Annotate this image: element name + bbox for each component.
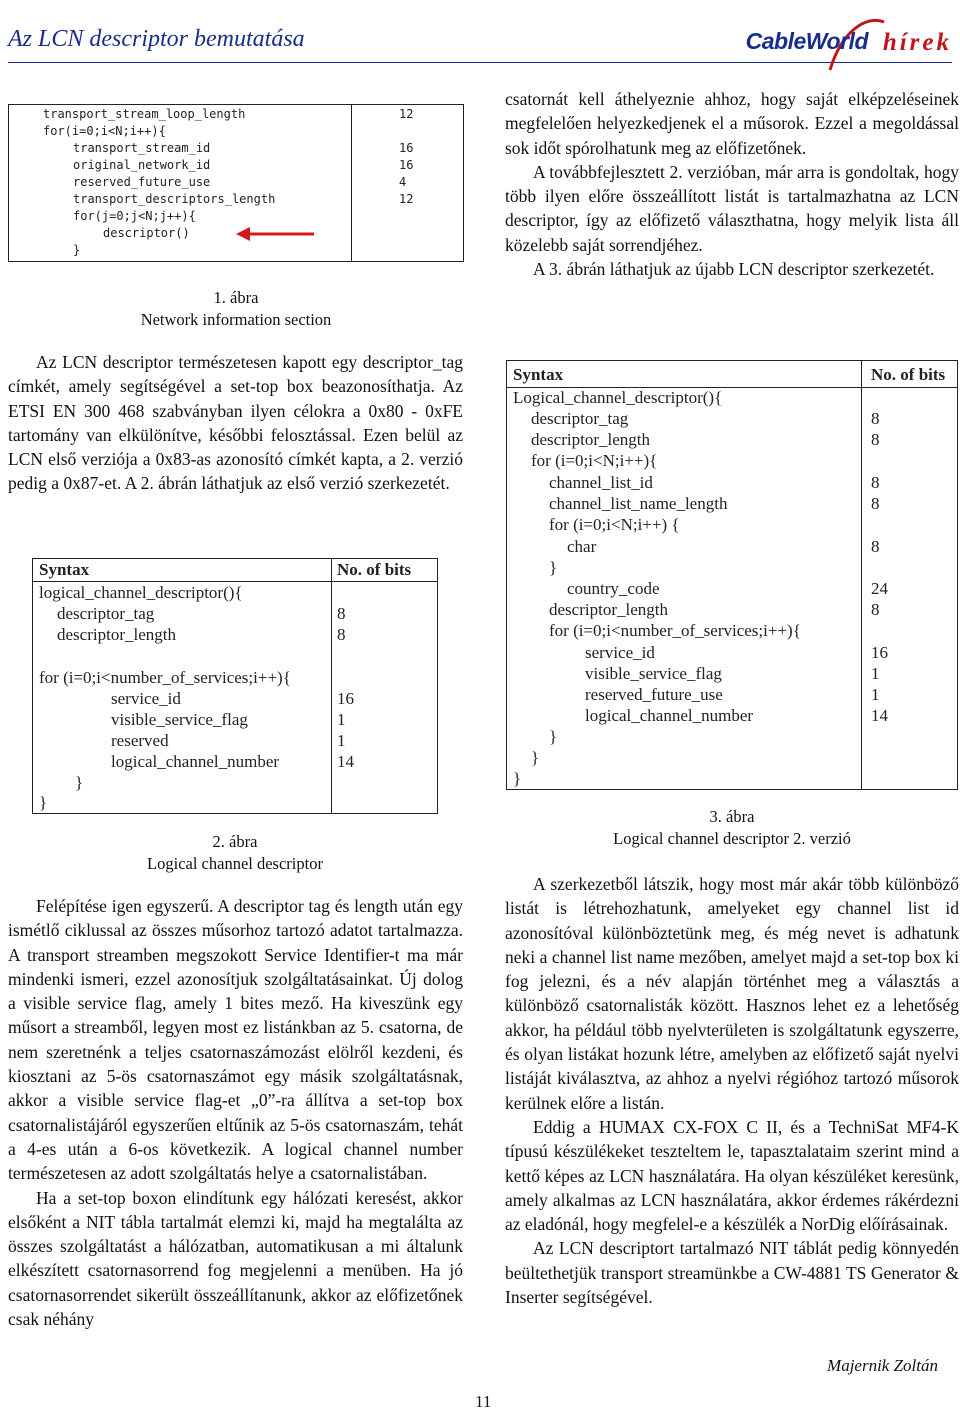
bits-cell: 8: [871, 473, 880, 492]
figure-2-table: [32, 558, 438, 814]
syntax-cell: char: [567, 537, 597, 556]
paragraph-structure: Felépítése igen egyszerű. A descriptor tag és length után egy ismétlő ciklussal az összes műsorhoz tartozó adatot tartalmazza. A transport streamben megszokott Service Identifier-t ma már mindenki ismeri, ezzel azonosítjuk szolgáltatásainkat. Új dolog a visible service flag, amely 1 bites mező. Ha kiveszünk egy műsort a streamből, legyen most ez listánkban az 5. csatorna, de nem szeretnénk a teljes csatornaszámozást elölről kezdeni, és kiosztani az 5-ös csatornaszámot egy másik szolgáltatásnak, akkor a visible service flag-et „0”-ra állítva a set-top box csatornalistájáról egyszerűen eltűnik az 5-ös csatornaszám, tehát a 4-es után a 6-os következik. A logical channel number természetesen az adott szolgáltatás helye a csatornalistában.: [8, 896, 463, 1184]
bits-cell: 12: [399, 107, 414, 121]
header-bits: No. of bits: [871, 365, 946, 384]
syntax-cell: service_id: [585, 643, 655, 662]
syntax-cell: descriptor_length: [531, 430, 650, 449]
paragraph-multiple-lists: A szerkezetből látszik, hogy most már akár több különböző listát is létrehozhatunk, amelyeket egy channel list id azonosítóval különböztetünk meg, és még nevet is adhatunk neki a channel list name mezőben, amelyet majd a set-top box ki fog jelezni, és a név alapján történhet meg a választás a különböző csatornalisták között. Hasznos lehet ez a lehetőség akkor, ha például több nyelvterületen is szolgáltatunk egyszerre, és olyan listákat hozunk létre, amelyben az előfizető saját nyelvi listáját kiválasztva, az ahhoz a nyelvi régióhoz tartozó műsorok kerülnek előre a listán.: [505, 874, 959, 1113]
figure-2-title: Logical channel descriptor: [147, 854, 323, 873]
paragraph-tested-devices: Eddig a HUMAX CX-FOX C II, és a TechniSat MF4-K típusú készülékeket teszteltem le, tapasztalataim szerint mind a kettő képes az LCN használatára. Ha olyan készüléket keresünk, amely alkalmas az LCN használatára, akkor érdemes rákérdezni az eladónál, hogy megfelel-e a készülék a NorDig előírásainak.: [505, 1116, 959, 1235]
logo-main-text: CableWorld: [745, 28, 868, 54]
syntax-cell: }: [513, 769, 522, 788]
bits-cell: 16: [399, 141, 414, 155]
header-syntax: Syntax: [513, 365, 564, 384]
syntax-cell: for(j=0;j<N;j++){: [73, 209, 196, 223]
bits-cell: 1: [871, 664, 880, 683]
figure-3-table: [506, 360, 958, 790]
syntax-cell: descriptor(): [103, 226, 190, 240]
syntax-cell: descriptor_tag: [57, 604, 155, 623]
right-column-top: [505, 87, 959, 281]
syntax-cell: descriptor_length: [549, 600, 668, 619]
left-column-bottom: [8, 894, 463, 1331]
left-column-top: [8, 350, 463, 496]
running-title: Az LCN descriptor bemutatása: [8, 26, 305, 52]
paragraph-continuation: csatornát kell áthelyeznie ahhoz, hogy saját elképzeléseinek megfelelően helyezkedjenek el a műsorok. Ezzel a megoldással sok időt spórolhatunk meg az előfizetőnek.: [505, 89, 959, 158]
bits-cell: 16: [337, 689, 354, 708]
syntax-cell: logical_channel_number: [585, 706, 754, 725]
syntax-cell: service_id: [111, 689, 181, 708]
syntax-cell: visible_service_flag: [585, 664, 722, 683]
syntax-cell: descriptor_tag: [531, 409, 629, 428]
bits-cell: 8: [871, 409, 880, 428]
bits-cell: 8: [337, 625, 346, 644]
syntax-cell: descriptor_length: [57, 625, 176, 644]
red-arrow-icon: [236, 226, 316, 242]
bits-cell: 8: [871, 430, 880, 449]
paragraph-figure3-ref: A 3. ábrán láthatjuk az újabb LCN descriptor szerkezetét.: [533, 259, 935, 280]
syntax-cell: original_network_id: [73, 158, 211, 172]
syntax-cell: logical_channel_descriptor(){: [39, 583, 243, 602]
figure-1-number: 1. ábra: [213, 288, 259, 307]
syntax-cell: channel_list_id: [549, 473, 653, 492]
bits-cell: 8: [337, 604, 346, 623]
figure-3-title: Logical channel descriptor 2. verzió: [613, 829, 851, 848]
syntax-cell: visible_service_flag: [111, 710, 248, 729]
syntax-cell: }: [75, 773, 84, 792]
syntax-cell: }: [549, 558, 558, 577]
syntax-cell: }: [531, 748, 540, 767]
header-bits: No. of bits: [337, 560, 412, 579]
figure-2-caption: [32, 831, 438, 875]
bits-cell: 14: [871, 706, 888, 725]
syntax-cell: transport_descriptors_length: [73, 192, 276, 206]
syntax-cell: for (i=0;i<number_of_services;i++){: [549, 621, 801, 640]
bits-cell: 16: [871, 643, 888, 662]
bits-cell: 16: [399, 158, 414, 172]
figure-1-title: Network information section: [140, 310, 332, 329]
syntax-cell: logical_channel_number: [111, 752, 280, 771]
syntax-cell: transport_stream_id: [73, 141, 211, 155]
figure-3-caption: [506, 806, 958, 850]
paragraph-version2: A továbbfejlesztett 2. verzióban, már arra is gondoltak, hogy több ilyen előre összeállított listát is tartalmazhatna az LCN descriptor, így az előfizető választhatna, hogy melyik lista áll közelebb saját sorrendjéhez.: [505, 161, 959, 255]
right-column-bottom: [505, 872, 959, 1309]
syntax-cell: }: [73, 243, 81, 257]
bits-cell: 4: [399, 175, 407, 189]
syntax-cell: channel_list_name_length: [549, 494, 728, 513]
syntax-cell: for (i=0;i<N;i++) {: [549, 515, 680, 534]
bits-cell: 1: [871, 685, 880, 704]
syntax-cell: reserved_future_use: [73, 175, 211, 189]
bits-cell: 12: [399, 192, 414, 206]
bits-cell: 8: [871, 537, 880, 556]
paragraph-cw4881: Az LCN descriptort tartalmazó NIT táblát pedig könnyedén beültethetjük transport streamünkbe a CW-4881 TS Generator & Inserter segítségével.: [505, 1238, 959, 1308]
syntax-cell: reserved: [111, 731, 169, 750]
logo-sub-text: hírek: [882, 29, 952, 56]
syntax-cell: }: [549, 727, 558, 746]
page-number: 11: [475, 1392, 492, 1411]
header-syntax: Syntax: [39, 560, 90, 579]
syntax-cell: for(i=0;i<N;i++){: [43, 124, 166, 138]
figure-1-caption: [8, 287, 464, 331]
syntax-cell: }: [39, 793, 48, 812]
figure-2-number: 2. ábra: [212, 832, 258, 851]
bits-cell: 8: [871, 494, 880, 513]
syntax-cell: transport_stream_loop_length: [43, 107, 246, 121]
cableworld-logo: [692, 28, 952, 68]
bits-cell: 14: [337, 752, 354, 771]
syntax-cell: for (i=0;i<N;i++){: [531, 451, 658, 470]
figure-3-number: 3. ábra: [709, 807, 755, 826]
bits-cell: 1: [337, 710, 346, 729]
syntax-cell: Logical_channel_descriptor(){: [513, 388, 723, 407]
paragraph-lcn-intro: Az LCN descriptor természetesen kapott egy descriptor_tag címkét, amely segítségével a set-top box beazonosíthatja. Az ETSI EN 300 468 szabványban ilyen célokra a 0x80 - 0xFE tartomány van elkülönítve, későbbi felosztással. Ezen belül az LCN első verziója a 0x83-as azonosító címkét kapta, a 2. verzió pedig a 0x87-et. A 2. ábrán láthatjuk az első verzió szerkezetét.: [8, 352, 463, 494]
paragraph-network-search: Ha a set-top boxon elindítunk egy hálózati keresést, akkor elsőként a NIT tábla tartalmát elemzi ki, majd ha megtalálta az összes szolgáltatást a hálózatban, automatikusan a mi általunk elkészített csatornasorrend fog megjelenni a menüben. Ha jó csatornasorrendet sikerült összeállítanunk, akkor az előfizetőnek csak néhány: [8, 1187, 463, 1330]
syntax-cell: country_code: [567, 579, 660, 598]
author-signature: Majernik Zoltán: [827, 1356, 938, 1375]
syntax-cell: for (i=0;i<number_of_services;i++){: [39, 668, 291, 687]
syntax-cell: reserved_future_use: [585, 685, 723, 704]
bits-cell: 8: [871, 600, 880, 619]
bits-cell: 24: [871, 579, 888, 598]
bits-cell: 1: [337, 731, 346, 750]
